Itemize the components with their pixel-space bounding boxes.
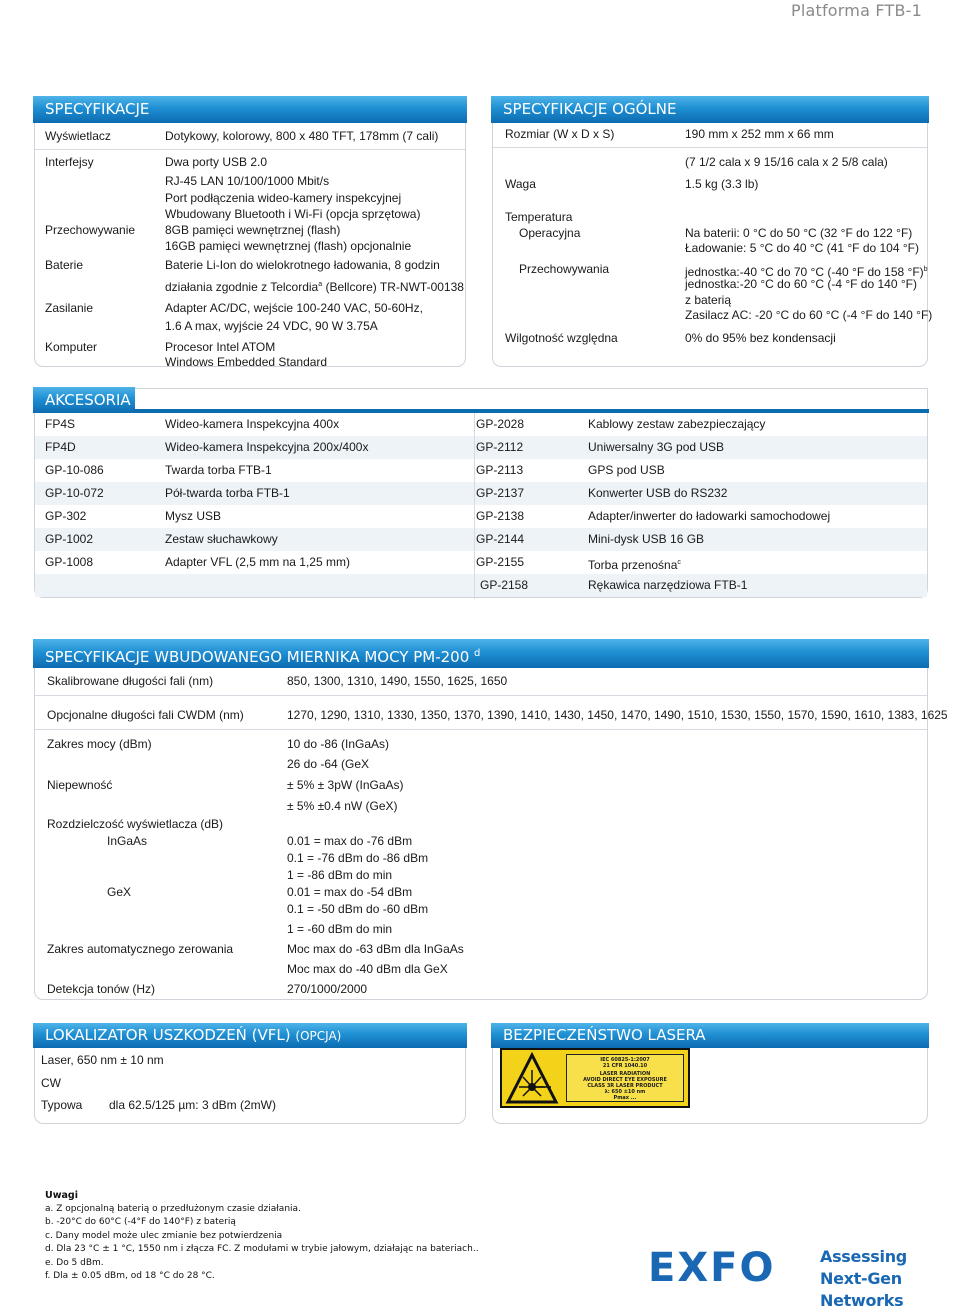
batteries-line-text: działania zgodnie z Telcordia: [165, 280, 319, 294]
laser-label-line: LASER RADIATION: [599, 1071, 651, 1077]
laser-label-line: AVOID DIRECT EYE EXPOSURE: [583, 1077, 667, 1083]
laser-warning-label: [500, 1048, 690, 1108]
footnote: f. Dla ± 0.05 dBm, od 18 °C do 28 °C.: [45, 1271, 215, 1281]
accessory-description: Twarda torba FTB-1: [165, 463, 272, 477]
accessory-description-text: Mini-dysk USB 16 GB: [588, 532, 705, 546]
storage-label: Przechowywanie: [45, 223, 136, 237]
accessories-title-rule: [133, 409, 929, 413]
accessory-code: GP-2112: [476, 440, 524, 454]
footnote: a. Z opcjonalną baterią o przedłużonym czasie działania.: [45, 1203, 301, 1214]
accessory-description: [588, 578, 747, 593]
accessory-description-text: Kablowy zestaw zabezpieczający: [588, 417, 766, 431]
laser-label-text: [566, 1054, 684, 1102]
range-label: Zakres mocy (dBm): [47, 737, 152, 751]
operating-label: Operacyjna: [519, 226, 581, 240]
exfo-logo: [648, 1244, 948, 1310]
vfl-title: [33, 1023, 467, 1048]
wavelengths-label: Skalibrowane długości fali (nm): [47, 674, 214, 688]
footnote: e. Do 5 dBm.: [45, 1257, 104, 1268]
weight-label: Waga: [505, 177, 536, 191]
laser-label-line: Pmax ...: [613, 1095, 637, 1101]
pm-panel: [34, 640, 948, 1000]
laser-warning-icon: [505, 1052, 559, 1106]
accessory-code: GP-2155: [476, 555, 525, 569]
accessory-description: [588, 417, 765, 432]
batteries-line: Baterie Li-Ion do wielokrotnego ładowania, 8 godzin: [165, 258, 440, 272]
batteries-label: Baterie: [45, 258, 84, 272]
accessory-code: GP-10-072: [45, 486, 104, 500]
vfl-laser: Laser, 650 nm ± 10 nm: [41, 1053, 164, 1067]
accessory-description-text: Konwerter USB do RS232: [588, 486, 728, 500]
accessory-code: GP-302: [45, 509, 87, 523]
storage-line: 8GB pamięci wewnętrznej (flash): [165, 223, 341, 237]
pm-separator: [35, 695, 927, 696]
vfl-typ-label: Typowa: [41, 1098, 83, 1112]
autozero-line: Moc max do -63 dBm dla InGaAs: [287, 942, 464, 956]
accessory-description-text: GPS pod USB: [588, 463, 665, 477]
general-panel: [492, 97, 933, 367]
ingaas-label: InGaAs: [107, 834, 148, 848]
accessory-code: GP-2158: [480, 578, 529, 592]
weight-value: 1.5 kg (3.3 lb): [685, 177, 759, 191]
ingaas-line: 0.1 = -76 dBm do -86 dBm: [287, 851, 429, 865]
accessory-description: [588, 509, 830, 524]
accessory-description: Zestaw słuchawkowy: [165, 532, 278, 546]
tone-label: Detekcja tonów (Hz): [47, 982, 156, 996]
general-title: SPECYFIKACJE OGÓLNE: [491, 96, 929, 123]
accessories-title: AKCESORIA: [33, 387, 135, 413]
spec-separator: [35, 149, 465, 150]
size-line: (7 1/2 cala x 9 15/16 cala x 2 5/8 cala): [685, 155, 888, 169]
computer-line: Procesor Intel ATOM: [165, 340, 276, 354]
accessory-code: GP-1008: [45, 555, 94, 569]
accessory-description-text: Torba przenośna: [588, 558, 678, 572]
humidity-label: Wilgotność względna: [505, 331, 618, 345]
accessory-description-text: Uniwersalny 3G pod USB: [588, 440, 725, 454]
accessory-code: FP4D: [45, 440, 76, 454]
cwdm-label: Opcjonalne długości fali CWDM (nm): [47, 708, 244, 722]
footnote: c. Dany model może ulec zmianie bez potwierdzenia: [45, 1230, 283, 1241]
size-label: Rozmiar (W x D x S): [505, 127, 615, 141]
storage-temp-line: Zasilacz AC: -20 °C do 60 °C (-4 °F do 140 °F): [685, 308, 933, 322]
laser-label-line: CLASS 3R LASER PRODUCT: [587, 1083, 663, 1089]
footnote-ref: b: [923, 266, 928, 273]
footnotes: [45, 1189, 479, 1284]
footnote: d. Dla 23 °C ± 1 °C, 1550 nm i złącza FC. Z modułami w trybie jałowym, działając na bateriach..: [45, 1244, 479, 1254]
spec-title: SPECYFIKACJE: [33, 96, 467, 123]
vfl-title-text: LOKALIZATOR USZKODZEŃ (VFL): [45, 1026, 291, 1044]
accessories-column-divider: [474, 413, 475, 599]
accessories-panel: [34, 388, 928, 598]
storage-temp-line: z baterią: [685, 293, 732, 307]
uncertainty-line: ± 5% ± 3pW (InGaAs): [287, 778, 404, 792]
accessory-description: Wideo-kamera Inspekcyjna 200x/400x: [165, 440, 369, 454]
accessory-description: [588, 532, 704, 547]
accessory-description-text: Adapter/inwerter do ładowarki samochodowej: [588, 509, 831, 523]
operating-line: Na baterii: 0 °C do 50 °C (32 °F do 122 °F): [685, 226, 913, 240]
interfaces-label: Interfejsy: [45, 155, 94, 169]
resolution-label: Rozdzielczość wyświetlacza (dB): [47, 817, 224, 831]
spec-panel: [34, 97, 466, 367]
range-line: 26 do -64 (GeX: [287, 757, 370, 771]
display-value: Dotykowy, kolorowy, 800 x 480 TFT, 178mm (7 cali): [165, 129, 439, 143]
pm-separator: [35, 729, 927, 730]
footnote-ref: a: [318, 281, 323, 288]
wavelengths-value: 850, 1300, 1310, 1490, 1550, 1625, 1650: [287, 674, 508, 688]
accessory-description: Pół-twarda torba FTB-1: [165, 486, 290, 500]
gex-label: GeX: [107, 885, 132, 899]
vfl-panel: [34, 1024, 466, 1124]
gex-line: 0.01 = max do -54 dBm: [287, 885, 413, 899]
safety-title: BEZPIECZEŃSTWO LASERA: [491, 1023, 929, 1048]
computer-label: Komputer: [45, 340, 98, 354]
accessory-description: [588, 463, 665, 478]
accessory-code: GP-2144: [476, 532, 525, 546]
computer-line: Windows Embedded Standard: [165, 355, 328, 369]
uncertainty-line: ± 5% ±0.4 nW (GeX): [287, 799, 398, 813]
laser-label-line: λ: 650 ±10 nm: [604, 1089, 646, 1095]
footnotes-heading: Uwagi: [45, 1190, 78, 1201]
accessory-code: GP-2028: [476, 417, 525, 431]
accessory-description: [588, 486, 727, 501]
uncertainty-label: Niepewność: [47, 778, 113, 792]
footnote-ref: c: [677, 559, 681, 566]
autozero-line: Moc max do -40 dBm dla GeX: [287, 962, 448, 976]
storage-temp-line: jednostka:-20 °C do 60 °C (-4 °F do 140 °F): [685, 277, 917, 291]
accessory-code: GP-2137: [476, 486, 525, 500]
ingaas-line: 0.01 = max do -76 dBm: [287, 834, 413, 848]
page-title: Platforma FTB-1: [791, 1, 922, 20]
storage-temp-text: jednostka:-40 °C do 70 °C (-40 °F do 158 °F): [685, 265, 924, 279]
storage-line: 16GB pamięci wewnętrznej (flash) opcjonalnie: [165, 239, 412, 253]
storage-temp-label: Przechowywania: [519, 262, 610, 276]
logo-tagline: [820, 1246, 948, 1312]
operating-line: Ładowanie: 5 °C do 40 °C (41 °F do 104 °F): [685, 241, 919, 255]
accessory-description: Wideo-kamera Inspekcyjna 400x: [165, 417, 340, 431]
interfaces-line: Wbudowany Bluetooth i Wi-Fi (opcja sprzętowa): [165, 207, 421, 221]
accessory-code: GP-1002: [45, 532, 94, 546]
logo-tagline-line: Assessing: [820, 1247, 907, 1266]
temperature-label: Temperatura: [505, 210, 573, 224]
laser-label-line: 21 CFR 1040.10: [602, 1063, 648, 1069]
general-separator: [493, 147, 927, 148]
accessory-description: Mysz USB: [165, 509, 222, 523]
gex-line: 0.1 = -50 dBm do -60 dBm: [287, 902, 429, 916]
autozero-label: Zakres automatycznego zerowania: [47, 942, 234, 956]
pm-title-text: SPECYFIKACJE WBUDOWANEGO MIERNIKA MOCY PM-200: [45, 648, 470, 666]
accessory-code: GP-2113: [476, 463, 524, 477]
accessory-description: [588, 555, 681, 573]
gex-line: 1 = -60 dBm do min: [287, 922, 393, 936]
cwdm-value: 1270, 1290, 1310, 1330, 1350, 1370, 1390, 1410, 1430, 1450, 1470, 1490, 1510, 1530, 1550, 1570, 1590, 1610, 1383, 1625: [287, 708, 948, 722]
laser-label-line: IEC 60825-1:2007: [600, 1057, 650, 1063]
accessory-description: Adapter VFL (2,5 mm na 1,25 mm): [165, 555, 350, 569]
accessory-code: GP-10-086: [45, 463, 104, 477]
power-line: Adapter AC/DC, wejście 100-240 VAC, 50-60Hz,: [165, 301, 423, 315]
vfl-typ-value: dla 62.5/125 µm: 3 dBm (2mW): [109, 1098, 276, 1112]
footnote-ref: d: [474, 648, 481, 659]
accessory-code: FP4S: [45, 417, 76, 431]
display-label: Wyświetlacz: [45, 129, 111, 143]
batteries-line-text: (Bellcore) TR-NWT-00138: [322, 280, 464, 294]
power-label: Zasilanie: [45, 301, 94, 315]
ingaas-line: 1 = -86 dBm do min: [287, 868, 393, 882]
power-line: 1.6 A max, wyjście 24 VDC, 90 W 3.75A: [165, 319, 378, 333]
logo-tagline-line: Next-Gen Networks: [820, 1269, 904, 1310]
tone-value: 270/1000/2000: [287, 982, 368, 996]
size-line: 190 mm x 252 mm x 66 mm: [685, 127, 834, 141]
pm-title: [33, 639, 929, 668]
accessory-description: [588, 440, 724, 455]
logo-wordmark: EXFO: [648, 1245, 776, 1291]
footnote: b. -20°C do 60°C (-4°F do 140°F) z baterią: [45, 1217, 236, 1227]
batteries-line-2: [165, 277, 464, 295]
accessory-description-text: Rękawica narzędziowa FTB-1: [588, 578, 748, 592]
interfaces-line: RJ-45 LAN 10/100/1000 Mbit/s: [165, 174, 330, 188]
vfl-title-option: (OPCJA): [295, 1029, 342, 1043]
accessory-code: GP-2138: [476, 509, 525, 523]
interfaces-line: Port podłączenia wideo-kamery inspekcyjnej: [165, 191, 402, 205]
interfaces-line: Dwa porty USB 2.0: [165, 155, 268, 169]
vfl-cw: CW: [41, 1076, 61, 1090]
range-line: 10 do -86 (InGaAs): [287, 737, 390, 751]
humidity-value: 0% do 95% bez kondensacji: [685, 331, 836, 345]
